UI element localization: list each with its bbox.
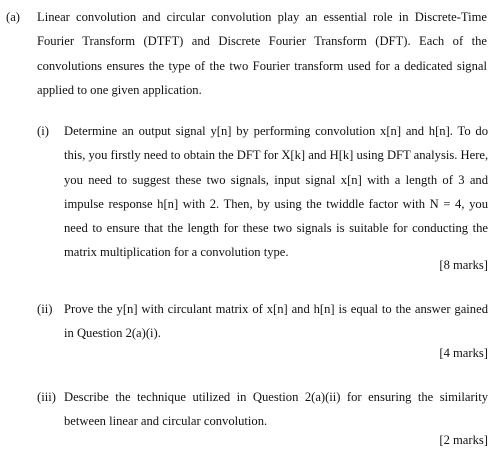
question-intro [37,5,487,102]
intro-line: Fourier Transform (DTFT) and Discrete Fourier Transform (DFT). Each of the [37,34,487,49]
intro-line: convolutions ensures the type of the two Fourier transform used for a dedicated signal [37,58,487,73]
part-i-line: impulse response h[n] with 2. Then, by using the twiddle factor with N = 4, you [64,196,488,211]
intro-line: Linear convolution and circular convolution play an essential role in Discrete-Time [37,10,487,24]
part-iii-text [64,385,488,434]
part-i-label: (i) [37,124,49,138]
part-iii-marks: [2 marks] [439,433,488,447]
part-i-line: matrix multiplication for a convolution type. [64,245,289,260]
question-label: (a) [6,10,20,24]
intro-line: applied to one given application. [37,82,202,97]
part-i-line: need to ensure that the length for these two signals is suitable for conducting the [64,221,488,236]
part-i-line: Determine an output signal y[n] by performing convolution x[n] and h[n]. To do [64,124,488,138]
part-iii-label: (iii) [37,390,56,404]
part-ii-line: Prove the y[n] with circulant matrix of x[n] and h[n] is equal to the answer gained [64,302,488,316]
part-ii-label: (ii) [37,302,53,316]
part-ii-marks: [4 marks] [439,346,488,360]
part-iii-line: Describe the technique utilized in Question 2(a)(ii) for ensuring the similarity [64,390,488,404]
part-i-line: you need to suggest these two signals, input signal x[n] with a length of 3 and [64,172,488,187]
part-ii-line: in Question 2(a)(i). [64,326,161,341]
part-i-marks: [8 marks] [439,258,488,272]
part-i-line: this, you firstly need to obtain the DFT for X[k] and H[k] using DFT analysis. Here, [64,148,489,163]
part-iii-line: between linear and circular convolution. [64,414,268,429]
part-i-text [64,119,488,265]
part-ii-text [64,297,488,346]
